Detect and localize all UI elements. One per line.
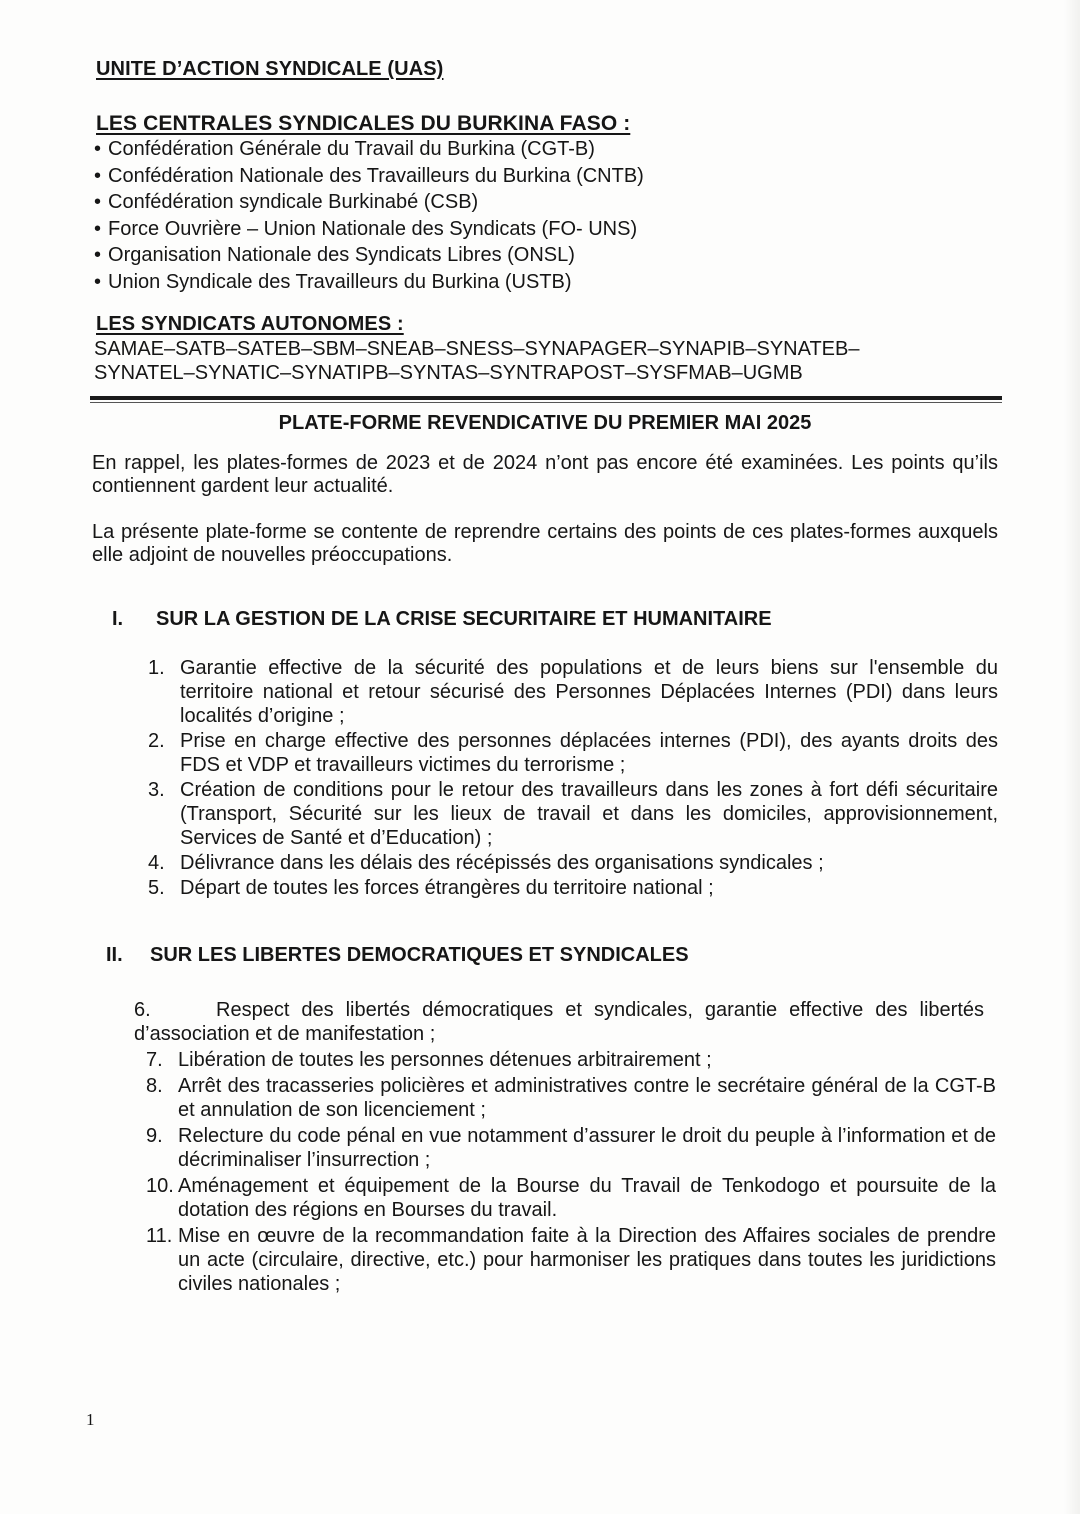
item-number: 8.	[146, 1075, 163, 1097]
item-number: 3.	[148, 779, 165, 801]
list-item: • Force Ouvrière – Union Nationale des Syndicats (FO- UNS)	[94, 216, 644, 243]
list-item	[146, 1048, 996, 1072]
item-number: 2.	[148, 730, 165, 752]
section-title: SUR LES LIBERTES DEMOCRATIQUES ET SYNDICALES	[150, 944, 689, 966]
list-item: • Confédération Générale du Travail du Burkina (CGT-B)	[94, 136, 644, 163]
item-text: Relecture du code pénal en vue notamment d’assurer le droit du peuple à l’information et de décriminaliser l’insurrection ;	[178, 1125, 996, 1171]
item-number: 1.	[148, 657, 165, 679]
item-text: Aménagement et équipement de la Bourse du Travail de Tenkodogo et poursuite de la dotation des régions en Bourses du travail.	[178, 1175, 996, 1221]
list-item	[146, 1074, 996, 1122]
item-text: Libération de toutes les personnes détenues arbitrairement ;	[178, 1049, 712, 1071]
autonomes-heading: LES SYNDICATS AUTONOMES :	[96, 313, 404, 335]
list-item	[146, 1124, 996, 1172]
list-item	[148, 778, 998, 850]
autonomes-list	[94, 338, 860, 385]
item-text: Respect des libertés démocratiques et syndicales, garantie effective des libertés d’association et de manifestation ;	[134, 999, 984, 1045]
centrales-list	[94, 136, 644, 295]
header-divider-thick	[90, 396, 1002, 400]
list-item-6	[134, 998, 984, 1046]
org-title: UNITE D’ACTION SYNDICALE (UAS)	[96, 58, 444, 80]
item-text: Départ de toutes les forces étrangères du territoire national ;	[180, 877, 714, 899]
item-text: Arrêt des tracasseries policières et administratives contre le secrétaire général de la CGT-B et annulation de son licenciement ;	[178, 1075, 996, 1121]
item-number: 5.	[148, 877, 165, 899]
list-item	[146, 1224, 996, 1296]
page-edge-shadow	[1064, 0, 1080, 1514]
centrales-heading: LES CENTRALES SYNDICALES DU BURKINA FASO :	[96, 112, 631, 135]
header-divider-thin	[90, 402, 1002, 403]
list-item	[146, 1174, 996, 1222]
list-item	[148, 876, 998, 900]
autonomes-line-2: SYNATEL–SYNATIC–SYNATIPB–SYNTAS–SYNTRAPOST–SYSFMAB–UGMB	[94, 361, 803, 384]
item-text: Prise en charge effective des personnes déplacées internes (PDI), des ayants droits des FDS et VDP et travailleurs victimes du terrorisme ;	[180, 730, 998, 776]
item-number: 10.	[146, 1175, 174, 1197]
item-number: 4.	[148, 852, 165, 874]
list-item: • Confédération Nationale des Travailleurs du Burkina (CNTB)	[94, 163, 644, 190]
item-number: 7.	[146, 1049, 163, 1071]
list-item: • Organisation Nationale des Syndicats Libres (ONSL)	[94, 242, 644, 269]
list-item	[148, 729, 998, 777]
section-number: I.	[112, 608, 124, 630]
item-number: 11.	[146, 1225, 173, 1247]
document-title: PLATE-FORME REVENDICATIVE DU PREMIER MAI 2025	[278, 412, 812, 434]
list-item: • Union Syndicale des Travailleurs du Burkina (USTB)	[94, 269, 644, 296]
section-2-items	[146, 1048, 996, 1298]
list-item: • Confédération syndicale Burkinabé (CSB)	[94, 189, 644, 216]
page-number: 1	[86, 1410, 95, 1429]
list-item	[148, 851, 998, 875]
item-number: 9.	[146, 1125, 163, 1147]
section-title: SUR LA GESTION DE LA CRISE SECURITAIRE ET HUMANITAIRE	[156, 608, 772, 630]
section-number: II.	[106, 944, 123, 966]
autonomes-line-1: SAMAE–SATB–SATEB–SBM–SNEAB–SNESS–SYNAPAGER–SYNAPIB–SYNATEB–	[94, 338, 860, 360]
item-text: Mise en œuvre de la recommandation faite à la Direction des Affaires sociales de prendre un acte (circulaire, directive, etc.) pour harmoniser les pratiques dans toutes les juridictions civiles nationales ;	[178, 1225, 996, 1295]
item-text: Création de conditions pour le retour des travailleurs dans les zones à fort défi sécuritaire (Transport, Sécurité sur les lieux de travail et dans les domiciles, approvisionnement, Services de Santé et d’Education) ;	[180, 779, 998, 849]
item-text: Garantie effective de la sécurité des populations et de leurs biens sur l'ensemble du territoire national et retour sécurisé des Personnes Déplacées Internes (PDI) dans leurs localités d’origine ;	[180, 657, 998, 727]
section-1-items	[148, 656, 998, 901]
item-text: Délivrance dans les délais des récépissés des organisations syndicales ;	[180, 852, 824, 874]
intro-paragraph-2: La présente plate-forme se contente de reprendre certains des points de ces plates-formes auxquels elle adjoint de nouvelles préoccupations.	[92, 521, 998, 566]
list-item	[148, 656, 998, 728]
item-number: 6.	[134, 999, 151, 1021]
intro-paragraph-1: En rappel, les plates-formes de 2023 et de 2024 n’ont pas encore été examinées. Les points qu’ils contiennent gardent leur actualité.	[92, 452, 998, 497]
